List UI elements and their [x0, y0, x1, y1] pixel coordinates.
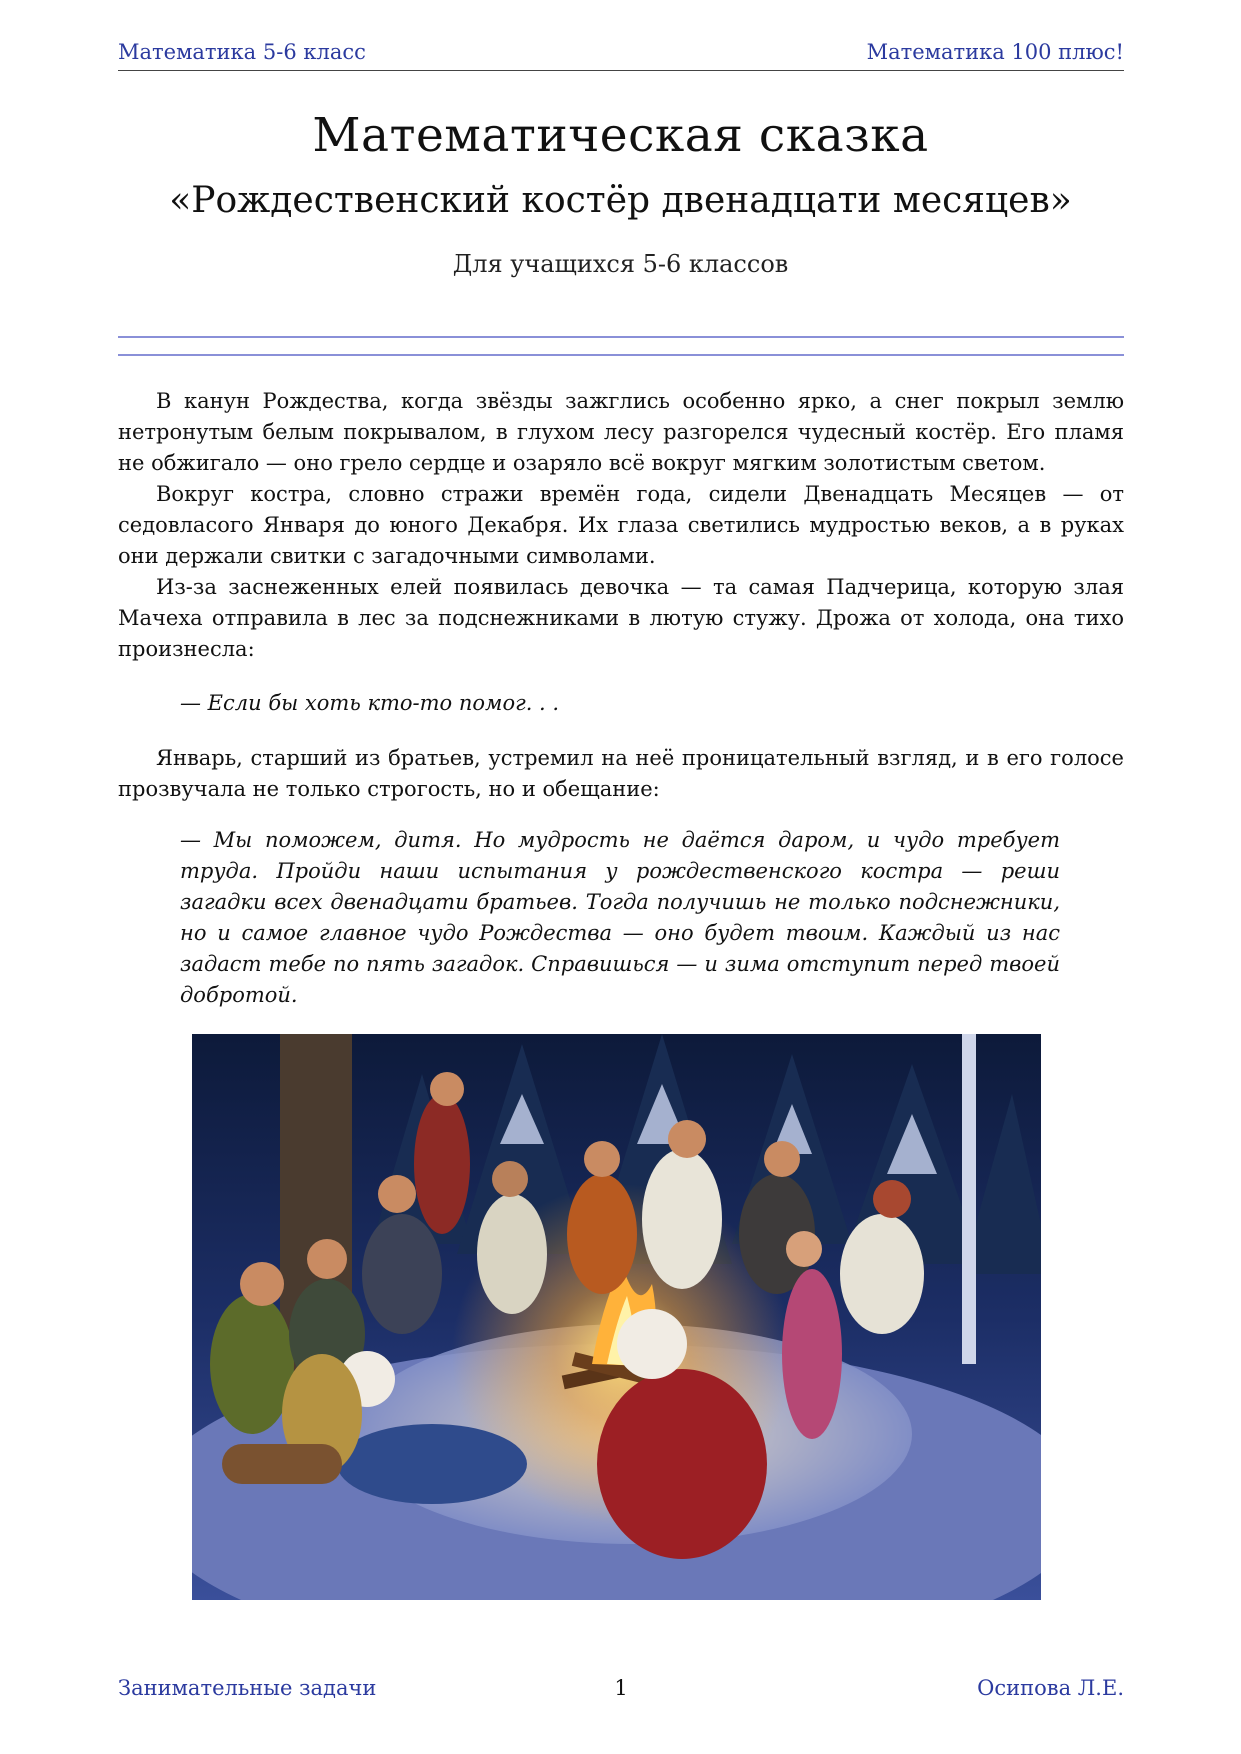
log-seat: [222, 1444, 342, 1484]
girl-quote: — Если бы хоть кто-то помог. . .: [180, 691, 560, 715]
paragraph-4: Январь, старший из братьев, устремил на неё проницательный взгляд, и в его голосе прозвучала не только строгость, но и обещание:: [118, 746, 1124, 801]
header-left: Математика 5-6 класс: [118, 40, 366, 64]
divider-rule-top: [118, 336, 1124, 338]
page-header: [118, 40, 1124, 71]
campfire-illustration: [192, 1034, 1041, 1600]
january-quote: — Мы поможем, дитя. Но мудрость не даётся даром, и чудо требует труда. Пройди наши испытания у рождественского костра — реши загадки всех двенадцати братьев. Тогда получишь не только подснежники, но и самое главное чудо Рождества — оно будет твоим. Каждый из нас задаст тебе по пять загадок. Справишься — и зима отступит перед твоей добротой.: [180, 828, 1060, 1007]
page-subtitle: «Рождественский костёр двенадцати месяцев»: [169, 180, 1072, 221]
story-body: [118, 386, 1124, 665]
page-number: 1: [614, 1676, 628, 1700]
footer-left: Занимательные задачи: [118, 1676, 377, 1700]
paragraph-2: Вокруг костра, словно стражи времён года, сидели Двенадцать Месяцев — от седовласого Января до юного Декабря. Их глаза светились мудростью веков, а в руках они держали свитки с загадочными символами.: [118, 482, 1124, 568]
paragraph-3: Из-за заснеженных елей появилась девочка — та самая Падчерица, которую злая Мачеха отправила в лес за подснежниками в лютую стужу. Дрожа от холода, она тихо произнесла:: [118, 575, 1124, 661]
footer-author: Осипова Л.Е.: [977, 1676, 1124, 1700]
page-footer: [118, 1676, 1124, 1706]
page-title: Математическая сказка: [312, 108, 929, 163]
paragraph-1: В канун Рождества, когда звёзды зажглись особенно ярко, а снег покрыл землю нетронутым белым покрывалом, в глухом лесу разгорелся чудесный костёр. Его пламя не обжигало — оно грело сердце и озаряло всё вокруг мягким золотистым светом.: [118, 389, 1124, 475]
audience-note: Для учащихся 5-6 классов: [452, 250, 789, 278]
header-right: Математика 100 плюс!: [866, 40, 1124, 64]
divider-rule-bottom: [118, 354, 1124, 356]
birch-trunk: [962, 1034, 976, 1364]
